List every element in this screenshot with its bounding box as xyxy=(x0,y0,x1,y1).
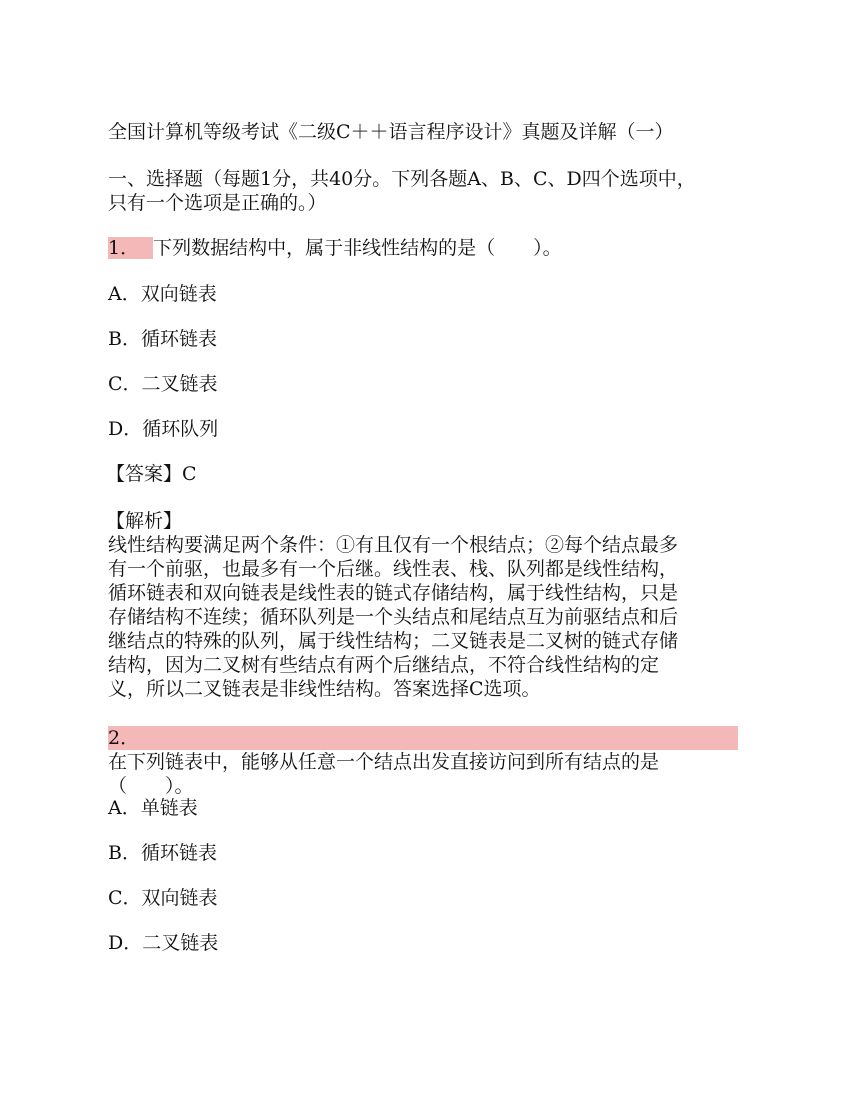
q2-option-c: C．双向链表 xyxy=(108,887,218,909)
analysis-line: 循环链表和双向链表是线性表的链式存储结构，属于线性结构，只是 xyxy=(108,582,679,604)
q1-option-b: B．循环链表 xyxy=(108,328,217,350)
q2-option-b: B．循环链表 xyxy=(108,842,217,864)
question-text: 在下列链表中，能够从任意一个结点出发直接访问到所有结点的是 xyxy=(108,751,660,773)
question-2 xyxy=(108,726,738,798)
q1-analysis xyxy=(108,533,738,701)
analysis-line: 义，所以二叉链表是非线性结构。答案选择C选项。 xyxy=(108,678,541,700)
question-line: （ ）。 xyxy=(108,775,194,797)
analysis-line: 继结点的特殊的队列，属于线性结构；二叉链表是二叉树的链式存储 xyxy=(108,630,679,652)
q1-option-d: D．循环队列 xyxy=(108,418,219,440)
q2-option-a: A．单链表 xyxy=(108,797,198,819)
document-title: 全国计算机等级考试《二级C＋＋语言程序设计》真题及详解（一） xyxy=(108,121,674,143)
question-text: 下列数据结构中，属于非线性结构的是（ ）。 xyxy=(153,237,562,259)
section-line: 一、选择题（每题1分，共40分。下列各题A、B、C、D四个选项中， xyxy=(108,168,696,190)
question-number: 2． xyxy=(108,726,738,750)
analysis-line: 线性结构要满足两个条件：①有且仅有一个根结点；②每个结点最多 xyxy=(108,534,679,556)
q1-answer: 【答案】C xyxy=(106,463,197,485)
analysis-line: 结构，因为二叉树有些结点有两个后继结点，不符合线性结构的定 xyxy=(108,654,660,676)
q1-option-c: C．二叉链表 xyxy=(108,373,218,395)
analysis-line: 有一个前驱，也最多有一个后继。线性表、栈、队列都是线性结构， xyxy=(108,558,679,580)
question-line xyxy=(108,726,738,774)
question-1 xyxy=(108,236,562,260)
section-line: 只有一个选项是正确的。） xyxy=(108,192,327,214)
analysis-line: 存储结构不连续；循环队列是一个头结点和尾结点互为前驱结点和后 xyxy=(108,606,679,628)
q2-option-d: D．二叉链表 xyxy=(108,932,219,954)
question-number: 1． xyxy=(108,237,153,259)
q1-option-a: A．双向链表 xyxy=(108,283,217,305)
section-instructions xyxy=(108,167,738,215)
q1-analysis-label: 【解析】 xyxy=(106,510,183,532)
